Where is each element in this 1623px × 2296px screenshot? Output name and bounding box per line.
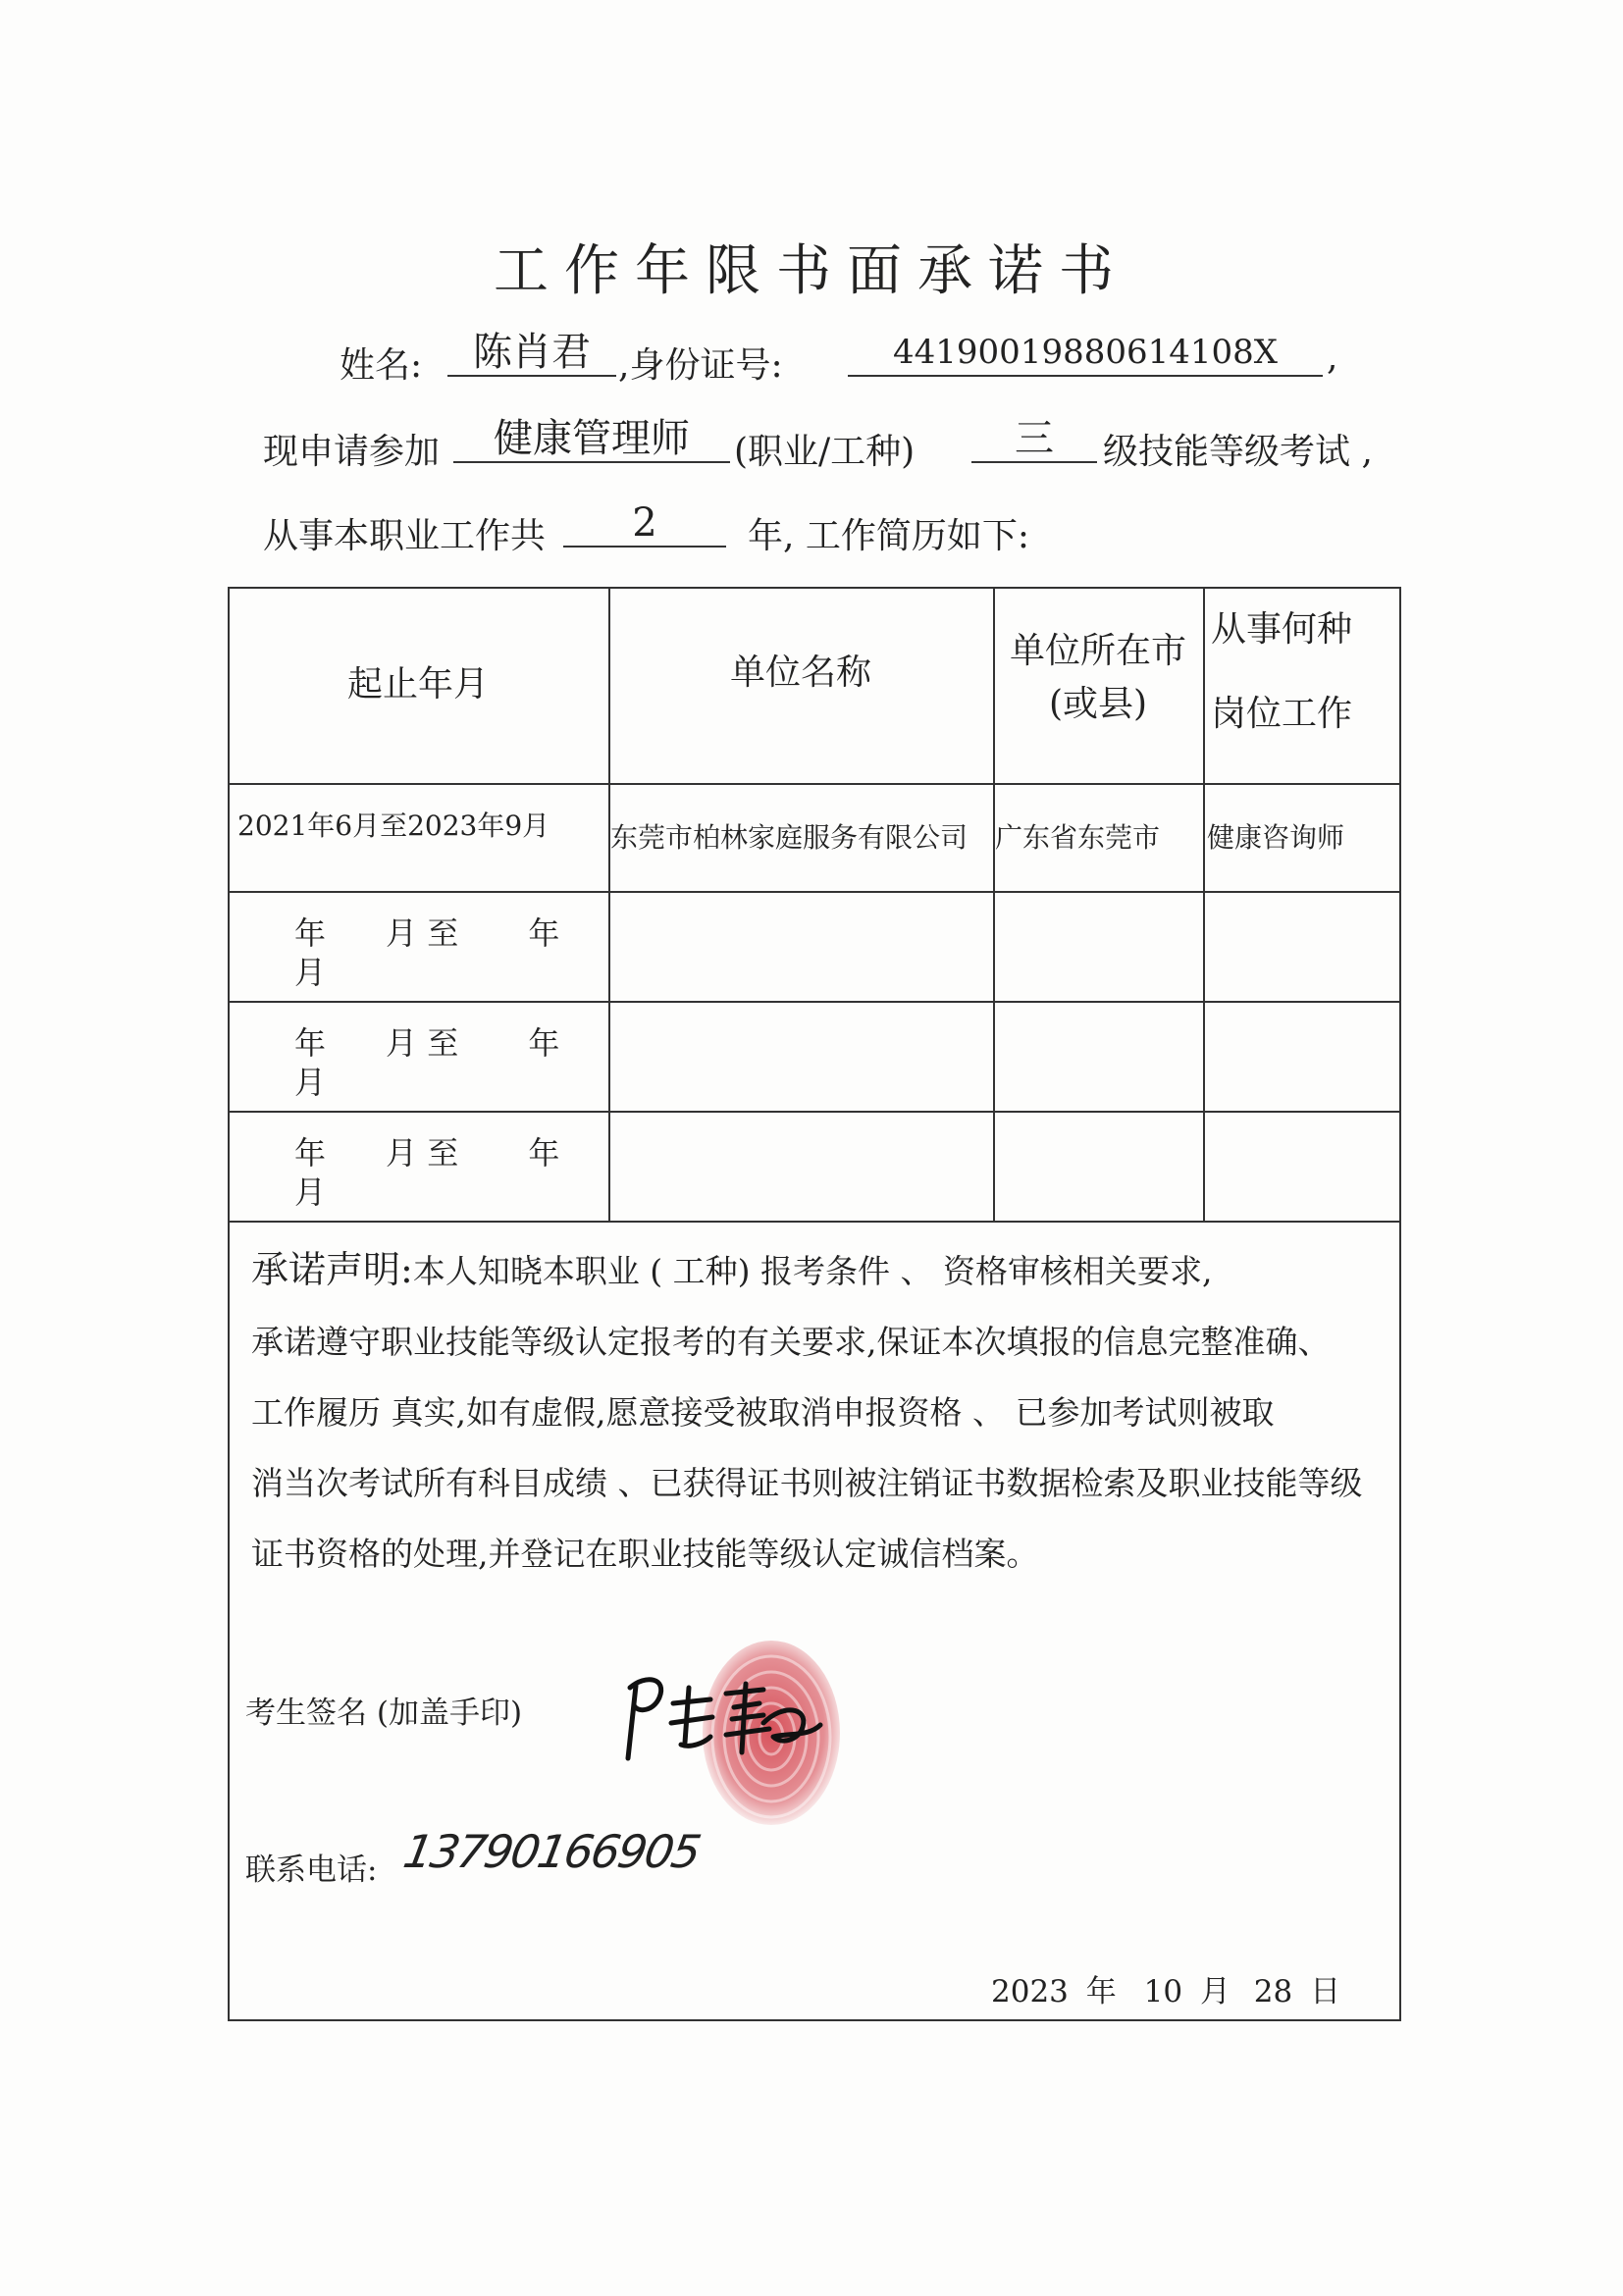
row4-period-line2: 月: [294, 1174, 327, 1211]
id-label: ,身份证号:: [618, 345, 783, 386]
date-year-label: 年: [1085, 1974, 1117, 2009]
header-position-line1: 从事何种: [1211, 609, 1353, 650]
signing-date: [991, 1966, 1340, 2010]
exam-suffix: 级技能等级考试 ,: [1103, 432, 1373, 472]
header-city-line1: 单位所在市: [1009, 631, 1186, 671]
header-city-line2: (或县): [1048, 684, 1148, 724]
row1-city: 广东省东莞市: [995, 821, 1161, 854]
row3-period-line2: 月: [294, 1064, 327, 1101]
header-unit-name: 单位名称: [729, 652, 871, 693]
declaration-line5: 证书资格的处理,并登记在职业技能等级认定诚信档案。: [251, 1535, 1039, 1573]
header-period: 起止年月: [346, 664, 489, 704]
row1-period: 2021年6月至2023年9月: [237, 809, 550, 842]
declaration-block: [251, 1234, 1363, 1590]
declaration-line3: 工作履历 真实,如有虚假,愿意接受被取消申报资格 、 已参加考试则被取: [251, 1393, 1275, 1432]
name-label: 姓名:: [340, 345, 423, 386]
declaration-line1: 本人知晓本职业 ( 工种) 报考条件 、 资格审核相关要求,: [412, 1252, 1213, 1290]
date-month-label: 月: [1199, 1974, 1230, 2009]
occupation-type-label: (职业/工种): [734, 432, 916, 472]
date-year: 2023: [991, 1974, 1069, 2009]
declaration-label: 承诺声明:: [251, 1248, 413, 1291]
years-suffix: 年, 工作简历如下:: [748, 516, 1030, 556]
line1-end: ,: [1327, 338, 1338, 378]
occupation-value: 健康管理师: [453, 416, 730, 463]
row3-period-line1: 年 月 至 年: [294, 1024, 560, 1062]
handwritten-signature: [616, 1664, 832, 1772]
signature-label: 考生签名 (加盖手印): [245, 1696, 523, 1731]
date-day: 28: [1253, 1974, 1293, 2009]
row1-position: 健康咨询师: [1207, 821, 1345, 854]
row4-period-line1: 年 月 至 年: [294, 1134, 560, 1172]
id-value: 44190019880614108X: [848, 330, 1323, 377]
level-value: 三: [971, 416, 1097, 463]
row2-period-line1: 年 月 至 年: [294, 914, 560, 952]
declaration-line2: 承诺遵守职业技能等级认定报考的有关要求,保证本次填报的信息完整准确、: [251, 1323, 1331, 1361]
phone-value: 13790166905: [399, 1825, 704, 1878]
years-value: 2: [563, 500, 726, 548]
row1-unit-name: 东莞市柏林家庭服务有限公司: [610, 821, 969, 854]
years-prefix: 从事本职业工作共: [263, 516, 547, 556]
work-history-table: [228, 587, 1401, 2021]
date-month: 10: [1143, 1974, 1183, 2009]
row2-period-line2: 月: [294, 954, 327, 991]
name-value: 陈肖君: [447, 330, 616, 377]
apply-prefix: 现申请参加: [263, 432, 441, 472]
header-position-line2: 岗位工作: [1211, 694, 1353, 734]
declaration-line4: 消当次考试所有科目成绩 、已获得证书则被注销证书数据检索及职业技能等级: [251, 1464, 1363, 1502]
document-title: 工作年限书面承诺书: [494, 239, 1129, 303]
phone-label: 联系电话:: [245, 1852, 378, 1888]
date-day-label: 日: [1310, 1974, 1341, 2009]
